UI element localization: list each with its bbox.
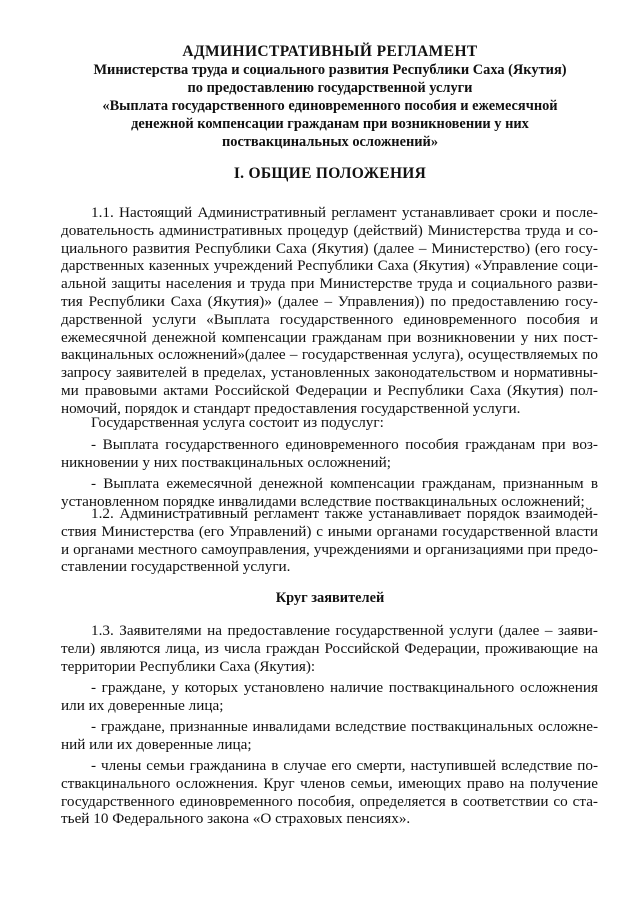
paragraph-applicants-disabled	[61, 718, 598, 754]
header-line: денежной компенсации гражданам при возникновении у них	[131, 116, 529, 132]
text-line: ежемесячной денежной компенсации гражданам при возникновении у них пост-	[61, 328, 598, 346]
text-line: и органами местного самоуправления, учреждениями и организациями при предо-	[61, 540, 598, 558]
paragraph-1-3	[61, 622, 598, 675]
text-line: циального развития Республики Саха (Якутия) (далее – Министерство) (его госу-	[61, 239, 598, 257]
text-line: дарственной услуги «Выплата государственного единовременного пособия и	[61, 310, 598, 328]
text-line: довательность административных процедур (действий) Министерства труда и со-	[61, 221, 598, 239]
text-line: - Выплата ежемесячной денежной компенсации гражданам, признанным в	[91, 475, 598, 492]
text-line: Государственная услуга состоит из подуслуг:	[91, 414, 384, 431]
document-header	[60, 43, 600, 151]
text-line: - граждане, у которых установлено наличие поствакцинального осложнения	[91, 679, 598, 696]
paragraph-applicants-family	[61, 757, 598, 828]
text-line: тия Республики Саха (Якутия)» (далее – Управления)) по предоставлению госу-	[61, 292, 598, 310]
text-line: территории Республики Саха (Якутия):	[61, 657, 316, 675]
text-line: - граждане, признанные инвалидами вследствие поствакцинальных осложне-	[91, 718, 598, 735]
paragraph-subservices-intro	[61, 414, 598, 432]
section-title-general: I. ОБЩИЕ ПОЛОЖЕНИЯ	[233, 165, 427, 182]
text-line: номочий, порядок и стандарт предоставления государственной услуги.	[61, 399, 521, 417]
section-title-applicants: Круг заявителей	[275, 590, 385, 606]
text-line: никновении у них поствакцинальных осложнений;	[61, 453, 391, 471]
header-line: по предоставлению государственной услуги	[187, 80, 473, 96]
text-line: или их доверенные лица;	[61, 696, 224, 714]
text-line: ми правовыми актами Российской Федерации и Республики Саха (Якутия) пол-	[61, 381, 598, 399]
document-title: АДМИНИСТРАТИВНЫЙ РЕГЛАМЕНТ	[182, 43, 478, 60]
text-line: 1.1. Настоящий Административный регламент устанавливает сроки и после-	[91, 204, 598, 221]
text-line: ставлении государственной услуги.	[61, 558, 291, 576]
text-line: - Выплата государственного единовременного пособия гражданам при воз-	[91, 436, 598, 453]
text-line: 1.3. Заявителями на предоставление государственной услуги (далее – заяви-	[91, 622, 598, 639]
paragraph-applicants-complication	[61, 679, 598, 715]
text-line: 1.2. Административный регламент также устанавливает порядок взаимодей-	[91, 505, 598, 522]
text-line: вакцинальных осложнений»(далее – государственная услуга), осуществляемых по	[61, 346, 598, 364]
text-line: альной защиты населения и труда при Министерстве труда и социального разви-	[61, 275, 598, 293]
text-line: установленном порядке инвалидами вследствие поствакцинальных осложнений;	[61, 492, 585, 510]
paragraph-1-1	[61, 204, 598, 418]
text-line: ствакцинального осложнения. Круг членов семьи, имеющих право на получение	[61, 774, 598, 792]
text-line: тели) являются лица, из числа граждан Российской Федерации, проживающие на	[61, 639, 598, 657]
text-line: запросу заявителей в пределах, установленных законодательством и нормативны-	[61, 364, 598, 382]
header-line: Министерства труда и социального развития Республики Саха (Якутия)	[93, 62, 567, 78]
text-line: тьей 10 Федерального закона «О страховых пенсиях».	[61, 810, 411, 828]
paragraph-1-2	[61, 505, 598, 576]
header-line: «Выплата государственного единовременного пособия и ежемесячной	[102, 98, 558, 114]
text-line: ний или их доверенные лица;	[61, 735, 252, 753]
paragraph-subservice-lump-sum	[61, 436, 598, 472]
text-line: ствия Министерства (его Управлений) с иными органами государственной власти	[61, 522, 598, 540]
text-line: дарственных казенных учреждений Республики Саха (Якутия) «Управление соци-	[61, 257, 598, 275]
header-line: поствакцинальных осложнений»	[221, 134, 439, 150]
text-line: государственного единовременного пособия, определяется в соответствии со ста-	[61, 792, 598, 810]
text-line: - члены семьи гражданина в случае его смерти, наступившей вследствие по-	[91, 757, 598, 774]
